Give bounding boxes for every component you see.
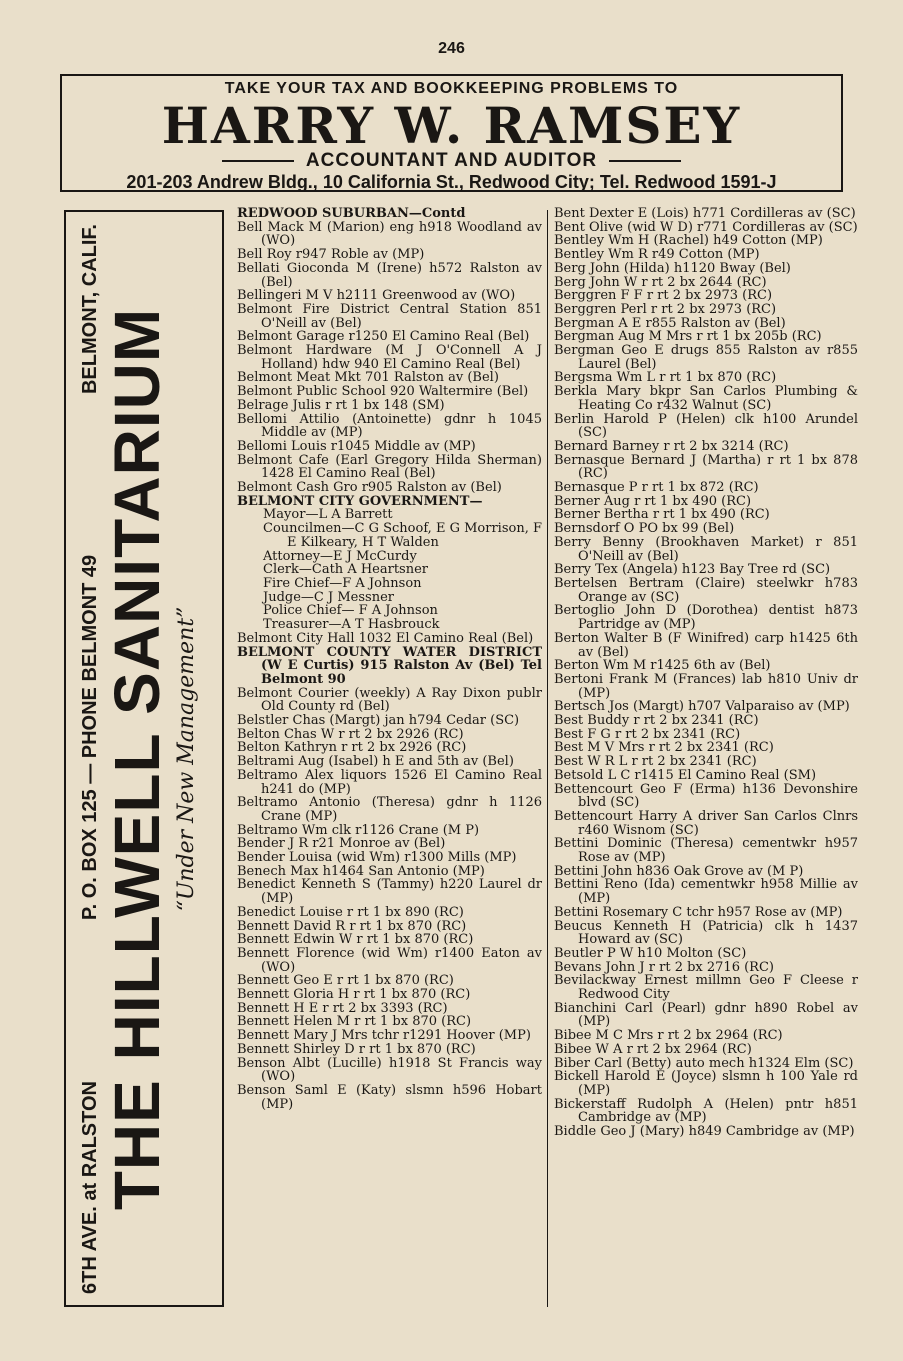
directory-entry: Bernard Barney r rt 2 bx 3214 (RC) <box>554 438 789 454</box>
directory-entry: Bennett Shirley D r rt 1 bx 870 (RC) <box>237 1041 476 1057</box>
directory-entry: Beltramo Wm clk r1126 Crane (M P) <box>237 822 480 838</box>
directory-entry: Belrage Julis r rt 1 bx 148 (SM) <box>237 397 445 413</box>
directory-entry: Bentley Wm H (Rachel) h49 Cotton (MP) <box>554 233 823 249</box>
sanitarium-name: THE HILLWELL SANITARIUM <box>101 307 173 1210</box>
directory-entry: Bettini Dominic (Theresa) cementwkr h957 Rose av (MP) <box>554 836 858 866</box>
directory-entry: BELMONT COUNTY WATER DISTRICT (W E Curtis) 915 Ralston Av (Bel) Tel Belmont 90 <box>237 644 542 687</box>
directory-entry: Belmont Garage r1250 El Camino Real (Bel) <box>237 329 530 345</box>
directory-entry: Belmont Cafe (Earl Gregory Hilda Sherman) 1428 El Camino Real (Bel) <box>237 452 542 482</box>
directory-entry: Betsold L C r1415 El Camino Real (SM) <box>554 767 817 783</box>
directory-entry: Bettencourt Geo F (Erma) h136 Devonshire blvd (SC) <box>554 781 858 811</box>
directory-entry: Bevilackway Ernest millmn Geo F Cleese r Redwood City <box>554 973 858 1003</box>
directory-entry: Bickell Harold E (Joyce) slsmn h 100 Yale rd (MP) <box>554 1069 858 1098</box>
directory-entry: REDWOOD SUBURBAN—Contd <box>237 206 466 221</box>
directory-entry: Best Buddy r rt 2 bx 2341 (RC) <box>554 713 759 729</box>
directory-entry: Bellomi Attilio (Antoinette) gdnr h 1045 Middle av (MP) <box>237 411 542 441</box>
directory-entry: Treasurer—A T Hasbrouck <box>263 617 440 633</box>
directory-entry: Beltrami Aug (Isabel) h E and 5th av (Bel) <box>237 754 514 770</box>
directory-entry: Biddle Geo J (Mary) h849 Cambridge av (MP) <box>554 1124 855 1140</box>
directory-entry: Bergman Aug M Mrs r rt 1 bx 205b (RC) <box>554 329 822 345</box>
ad-rule-left <box>222 160 294 162</box>
directory-entry: Bettini John h836 Oak Grove av (M P) <box>554 863 804 879</box>
directory-entry: Bernasque P r rt 1 bx 872 (RC) <box>554 480 759 496</box>
directory-entry: Clerk—Cath A Heartsner <box>263 562 429 578</box>
directory-entry: Benson Saml E (Katy) slsmn h596 Hobart (MP) <box>237 1083 542 1112</box>
directory-entry: Belton Kathryn r rt 2 bx 2926 (RC) <box>237 740 467 756</box>
directory-entry: Bennett David R r rt 1 bx 870 (RC) <box>237 918 467 934</box>
directory-entry: Bernsdorf O PO bx 99 (Bel) <box>554 521 735 537</box>
directory-entry: Bender J R r21 Monroe av (Bel) <box>237 836 446 852</box>
directory-entry: Bennett H E r rt 2 bx 3393 (RC) <box>237 1000 448 1016</box>
directory-entry: Police Chief— F A Johnson <box>263 603 438 619</box>
directory-entry: Benson Albt (Lucille) h1918 St Francis way (WO) <box>237 1055 542 1085</box>
sanitarium-contact: P. O. BOX 125 — PHONE BELMONT 49 <box>78 554 101 920</box>
directory-entry: Best M V Mrs r rt 2 bx 2341 (RC) <box>554 740 774 756</box>
directory-entry: Bertoni Frank M (Frances) lab h810 Univ dr (MP) <box>554 671 858 701</box>
directory-column-left <box>237 207 542 1111</box>
sanitarium-rotated-text <box>66 214 222 1304</box>
directory-entry: Bennett Helen M r rt 1 bx 870 (RC) <box>237 1014 472 1030</box>
directory-entry: Bibee W A r rt 2 bx 2964 (RC) <box>554 1041 752 1057</box>
ad-subtitle <box>62 150 841 172</box>
directory-entry: Berlin Harold P (Helen) clk h100 Arundel (SC) <box>554 411 858 441</box>
directory-entry: Biber Carl (Betty) auto mech h1324 Elm (SC) <box>554 1055 854 1071</box>
page-number: 246 <box>438 40 465 57</box>
directory-entry: Bertoglio John D (Dorothea) dentist h873 Partridge av (MP) <box>554 603 858 633</box>
directory-entry: Bennett Mary J Mrs tchr r1291 Hoover (MP) <box>237 1028 531 1044</box>
directory-entry: Fire Chief—F A Johnson <box>263 575 422 591</box>
directory-entry: Bettini Rosemary C tchr h957 Rose av (MP) <box>554 904 843 920</box>
directory-entry: Bell Mack M (Marion) eng h918 Woodland av (WO) <box>237 219 542 249</box>
directory-entry: Bent Olive (wid W D) r771 Cordilleras av (SC) <box>554 219 858 235</box>
directory-entry: Bennett Geo E r rt 1 bx 870 (RC) <box>237 973 454 989</box>
directory-entry: Bergman A E r855 Ralston av (Bel) <box>554 315 786 331</box>
ad-title-text: ACCOUNTANT AND AUDITOR <box>305 150 598 171</box>
directory-entry: Berggren F F r rt 2 bx 2973 (RC) <box>554 288 773 304</box>
directory-entry: Belmont Fire District Central Station 851 O'Neill av (Bel) <box>237 301 542 331</box>
directory-entry: Beltramo Alex liquors 1526 El Camino Real h241 do (MP) <box>237 767 542 797</box>
directory-entry: Bellati Gioconda M (Irene) h572 Ralston av (Bel) <box>237 260 542 290</box>
directory-entry: Belstler Chas (Margt) jan h794 Cedar (SC) <box>237 713 520 729</box>
directory-entry: Berton Wm M r1425 6th av (Bel) <box>554 658 771 674</box>
directory-entry: Mayor—L A Barrett <box>263 507 393 523</box>
directory-entry: Bianchini Carl (Pearl) gdnr h890 Robel av (MP) <box>554 1000 858 1030</box>
sanitarium-advertisement <box>64 210 224 1307</box>
directory-entry: Belton Chas W r rt 2 bx 2926 (RC) <box>237 726 464 742</box>
directory-entry: Councilmen—C G Schoof, E G Morrison, F E Kilkeary, H T Walden <box>263 521 542 550</box>
directory-entry: Bennett Gloria H r rt 1 bx 870 (RC) <box>237 987 471 1003</box>
directory-entry: Benedict Kenneth S (Tammy) h220 Laurel dr (MP) <box>237 877 542 907</box>
sanitarium-tagline: “Under New Management” <box>174 606 199 911</box>
directory-entry: Bender Louisa (wid Wm) r1300 Mills (MP) <box>237 850 517 866</box>
directory-entry: Bennett Edwin W r rt 1 bx 870 (RC) <box>237 932 474 948</box>
ad-business-name: HARRY W. RAMSEY <box>161 96 742 155</box>
directory-entry: Berg John W r rt 2 bx 2644 (RC) <box>554 274 767 290</box>
directory-entry: Best F G r rt 2 bx 2341 (RC) <box>554 726 741 742</box>
accountant-advertisement <box>60 74 843 192</box>
directory-entry: Berton Walter B (F Winifred) carp h1425 6th av (Bel) <box>554 630 858 660</box>
column-divider <box>547 210 548 1307</box>
directory-entry: Bent Dexter E (Lois) h771 Cordilleras av (SC) <box>554 206 856 221</box>
ad-rule-right <box>609 160 681 162</box>
directory-entry: Beltramo Antonio (Theresa) gdnr h 1126 Crane (MP) <box>237 795 542 824</box>
directory-entry: Berkla Mary bkpr San Carlos Plumbing & Heating Co r432 Walnut (SC) <box>554 384 858 413</box>
directory-entry: Berg John (Hilda) h1120 Bway (Bel) <box>554 260 791 276</box>
directory-entry: Belmont Hardware (M J O'Connell A J Holland) hdw 940 El Camino Real (Bel) <box>237 343 542 372</box>
directory-entry: Benedict Louise r rt 1 bx 890 (RC) <box>237 904 464 920</box>
directory-entry: Belmont Cash Gro r905 Ralston av (Bel) <box>237 480 502 496</box>
directory-entry: Bellomi Louis r1045 Middle av (MP) <box>237 438 476 454</box>
directory-entry: Berry Tex (Angela) h123 Bay Tree rd (SC) <box>554 562 831 578</box>
ad-headline: TAKE YOUR TAX AND BOOKKEEPING PROBLEMS TO <box>224 80 679 97</box>
directory-entry: Bell Roy r947 Roble av (MP) <box>237 247 425 263</box>
directory-entry: Bergman Geo E drugs 855 Ralston av r855 Laurel (Bel) <box>554 343 858 372</box>
directory-column-right <box>554 207 858 1139</box>
directory-entry: Berner Aug r rt 1 bx 490 (RC) <box>554 493 752 509</box>
directory-entry: Bennett Florence (wid Wm) r1400 Eaton av (WO) <box>237 945 542 975</box>
directory-entry: Bevans John J r rt 2 bx 2716 (RC) <box>554 959 774 975</box>
sanitarium-city: BELMONT, CALIF. <box>78 223 101 394</box>
directory-entry: Bickerstaff Rudolph A (Helen) pntr h851 Cambridge av (MP) <box>554 1096 858 1126</box>
directory-entry: Belmont Public School 920 Waltermire (Bel) <box>237 384 529 400</box>
directory-entry: Berry Benny (Brookhaven Market) r 851 O'Neill av (Bel) <box>554 534 858 564</box>
directory-entry: Attorney—E J McCurdy <box>263 548 417 564</box>
directory-entry: Bertsch Jos (Margt) h707 Valparaiso av (MP) <box>554 699 850 715</box>
directory-entry: Beutler P W h10 Molton (SC) <box>554 945 747 961</box>
directory-entry: Belmont City Hall 1032 El Camino Real (Bel) <box>237 630 534 646</box>
directory-entry: BELMONT CITY GOVERNMENT— <box>237 493 483 509</box>
directory-entry: Belmont Courier (weekly) A Ray Dixon publr Old County rd (Bel) <box>237 685 542 715</box>
directory-entry: Berggren Perl r rt 2 bx 2973 (RC) <box>554 301 777 317</box>
directory-entry: Benech Max h1464 San Antonio (MP) <box>237 863 485 879</box>
directory-entry: Bibee M C Mrs r rt 2 bx 2964 (RC) <box>554 1028 783 1044</box>
directory-entry: Judge—C J Messner <box>263 589 394 605</box>
directory-entry: Bentley Wm R r49 Cotton (MP) <box>554 247 760 263</box>
directory-entry: Belmont Meat Mkt 701 Ralston av (Bel) <box>237 370 499 386</box>
directory-entry: Berner Bertha r rt 1 bx 490 (RC) <box>554 507 770 523</box>
directory-entry: Bergsma Wm L r rt 1 bx 870 (RC) <box>554 370 777 386</box>
directory-entry: Best W R L r rt 2 bx 2341 (RC) <box>554 754 757 770</box>
directory-entry: Bertelsen Bertram (Claire) steelwkr h783 Orange av (SC) <box>554 575 858 605</box>
sanitarium-street: 6TH AVE. at RALSTON <box>78 1080 101 1294</box>
directory-entry: Bernasque Bernard J (Martha) r rt 1 bx 878 (RC) <box>554 452 858 482</box>
directory-entry: Beucus Kenneth H (Patricia) clk h 1437 Howard av (SC) <box>554 918 858 948</box>
ad-address: 201-203 Andrew Bldg., 10 California St., Redwood City; Tel. Redwood 1591-J <box>126 172 777 192</box>
directory-entry: Bettencourt Harry A driver San Carlos Clnrs r460 Wisnom (SC) <box>554 808 858 838</box>
directory-entry: Bellingeri M V h2111 Greenwood av (WO) <box>237 288 516 304</box>
directory-entry: Bettini Reno (Ida) cementwkr h958 Millie av (MP) <box>554 877 858 907</box>
